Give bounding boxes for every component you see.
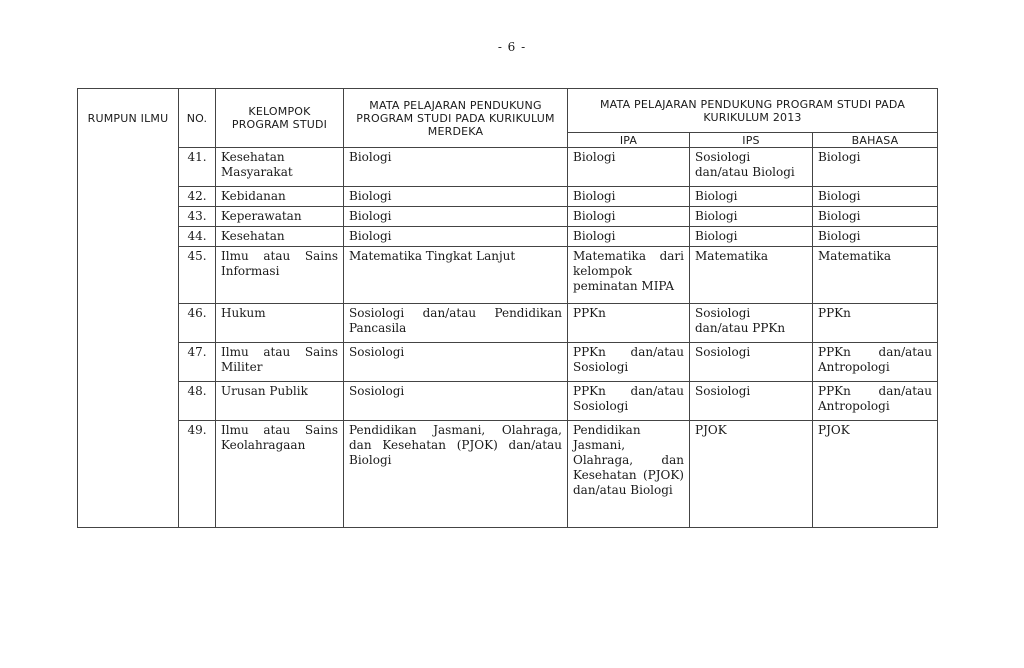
table-row [78,304,938,343]
row-ips: Sosiologi [690,343,813,382]
table-row [78,148,938,187]
table-header [78,89,938,148]
row-no: 43. [179,207,216,227]
row-kelompok: Kesehatan Masyarakat [216,148,344,187]
row-ipa: PPKn [568,304,690,343]
table-row [78,227,938,247]
table-body [78,148,938,528]
row-no: 49. [179,421,216,528]
row-bahasa: Biologi [813,207,938,227]
row-bahasa: Biologi [813,187,938,207]
row-kelompok: Kebidanan [216,187,344,207]
row-ips: Sosiologi [690,382,813,421]
table-row [78,382,938,421]
row-ips: Sosiologi dan/atau Biologi [690,148,813,187]
row-ipa: Biologi [568,148,690,187]
row-merdeka: Pendidikan Jasmani, Olahraga, dan Kesehatan (PJOK) dan/atau Biologi [344,421,568,528]
row-bahasa: Matematika [813,247,938,304]
page-number: - 6 - [497,40,527,54]
row-ipa: Pendidikan Jasmani, Olahraga, dan Kesehatan (PJOK) dan/atau Biologi [568,421,690,528]
rumpun-ilmu-cell [78,148,179,528]
row-merdeka: Biologi [344,187,568,207]
row-kelompok: Ilmu atau Sains Informasi [216,247,344,304]
row-merdeka: Matematika Tingkat Lanjut [344,247,568,304]
row-no: 41. [179,148,216,187]
header-ips: IPS [690,133,813,148]
header-bahasa: BAHASA [813,133,938,148]
table-row [78,207,938,227]
row-bahasa: PPKn dan/atau Antropologi [813,382,938,421]
row-ipa: PPKn dan/atau Sosiologi [568,382,690,421]
row-no: 47. [179,343,216,382]
table-row [78,421,938,528]
row-kelompok: Hukum [216,304,344,343]
row-ipa: PPKn dan/atau Sosiologi [568,343,690,382]
row-kelompok: Ilmu atau Sains Militer [216,343,344,382]
row-no: 44. [179,227,216,247]
header-kelompok: KELOMPOK PROGRAM STUDI [216,89,344,148]
row-merdeka: Biologi [344,148,568,187]
row-bahasa: PPKn [813,304,938,343]
header-kurikulum-2013: MATA PELAJARAN PENDUKUNG PROGRAM STUDI PADA KURIKULUM 2013 [568,89,938,133]
row-ipa: Matematika dari kelompok peminatan MIPA [568,247,690,304]
row-bahasa: Biologi [813,148,938,187]
study-program-table [77,88,938,528]
row-merdeka: Biologi [344,227,568,247]
row-ips: Biologi [690,187,813,207]
row-kelompok: Urusan Publik [216,382,344,421]
row-kelompok: Ilmu atau Sains Keolahragaan [216,421,344,528]
row-ips: Biologi [690,207,813,227]
row-kelompok: Kesehatan [216,227,344,247]
header-no: NO. [179,89,216,148]
row-kelompok: Keperawatan [216,207,344,227]
row-ips: PJOK [690,421,813,528]
table-row [78,187,938,207]
header-kurikulum-merdeka: MATA PELAJARAN PENDUKUNG PROGRAM STUDI PADA KURIKULUM MERDEKA [344,89,568,148]
row-no: 45. [179,247,216,304]
row-merdeka: Sosiologi dan/atau Pendidikan Pancasila [344,304,568,343]
row-merdeka: Sosiologi [344,343,568,382]
row-ipa: Biologi [568,207,690,227]
row-merdeka: Sosiologi [344,382,568,421]
row-ips: Biologi [690,227,813,247]
table-row [78,343,938,382]
row-no: 46. [179,304,216,343]
header-rumpun-ilmu: RUMPUN ILMU [78,89,179,148]
row-no: 48. [179,382,216,421]
row-no: 42. [179,187,216,207]
row-ipa: Biologi [568,187,690,207]
header-ipa: IPA [568,133,690,148]
row-bahasa: PJOK [813,421,938,528]
row-merdeka: Biologi [344,207,568,227]
row-ips: Matematika [690,247,813,304]
row-ips: Sosiologi dan/atau PPKn [690,304,813,343]
row-bahasa: PPKn dan/atau Antropologi [813,343,938,382]
row-ipa: Biologi [568,227,690,247]
table-row [78,247,938,304]
row-bahasa: Biologi [813,227,938,247]
